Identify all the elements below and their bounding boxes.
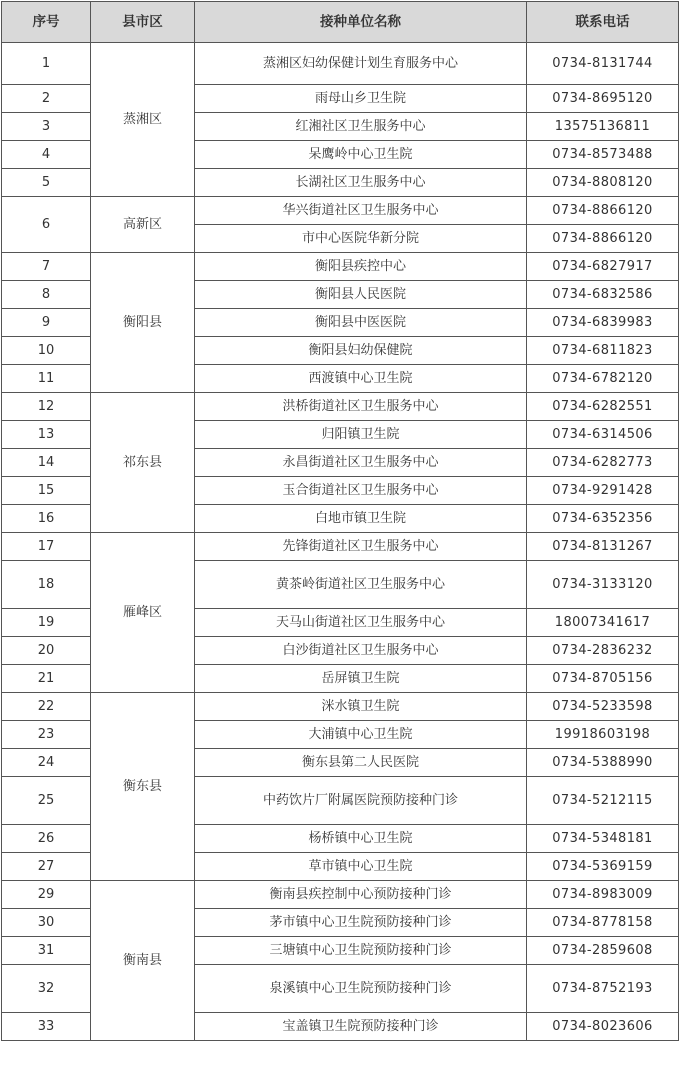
phone-number: 0734-8808120 [527, 169, 679, 197]
district-cell: 雁峰区 [91, 533, 195, 693]
row-index: 23 [2, 721, 91, 749]
phone-number: 0734-5369159 [527, 853, 679, 881]
district-cell: 衡南县 [91, 881, 195, 1041]
unit-name: 衡阳县妇幼保健院 [195, 337, 527, 365]
district-cell: 蒸湘区 [91, 43, 195, 197]
phone-number: 0734-8866120 [527, 225, 679, 253]
phone-number: 18007341617 [527, 609, 679, 637]
row-index: 25 [2, 777, 91, 825]
unit-name: 归阳镇卫生院 [195, 421, 527, 449]
row-index: 24 [2, 749, 91, 777]
row-index: 26 [2, 825, 91, 853]
phone-number: 0734-8695120 [527, 85, 679, 113]
unit-name: 衡阳县人民医院 [195, 281, 527, 309]
row-index: 1 [2, 43, 91, 85]
row-index: 5 [2, 169, 91, 197]
unit-name: 衡东县第二人民医院 [195, 749, 527, 777]
district-cell: 衡阳县 [91, 253, 195, 393]
row-index: 13 [2, 421, 91, 449]
phone-number: 0734-2859608 [527, 937, 679, 965]
phone-number: 0734-8983009 [527, 881, 679, 909]
row-index: 11 [2, 365, 91, 393]
unit-name: 宝盖镇卫生院预防接种门诊 [195, 1013, 527, 1041]
header-district: 县市区 [91, 2, 195, 43]
phone-number: 0734-8778158 [527, 909, 679, 937]
phone-number: 0734-5388990 [527, 749, 679, 777]
table-row [2, 197, 679, 225]
phone-number: 0734-5212115 [527, 777, 679, 825]
unit-name: 呆鹰岭中心卫生院 [195, 141, 527, 169]
unit-name: 泉溪镇中心卫生院预防接种门诊 [195, 965, 527, 1013]
table-row [2, 393, 679, 421]
row-index: 20 [2, 637, 91, 665]
unit-name: 大浦镇中心卫生院 [195, 721, 527, 749]
phone-number: 0734-6827917 [527, 253, 679, 281]
row-index: 17 [2, 533, 91, 561]
unit-name: 玉合街道社区卫生服务中心 [195, 477, 527, 505]
row-index: 6 [2, 197, 91, 253]
phone-number: 0734-8131744 [527, 43, 679, 85]
table-row [2, 533, 679, 561]
unit-name: 洪桥街道社区卫生服务中心 [195, 393, 527, 421]
phone-number: 0734-8573488 [527, 141, 679, 169]
phone-number: 19918603198 [527, 721, 679, 749]
unit-name: 白地市镇卫生院 [195, 505, 527, 533]
phone-number: 0734-6282773 [527, 449, 679, 477]
row-index: 32 [2, 965, 91, 1013]
phone-number: 0734-6811823 [527, 337, 679, 365]
unit-name: 洣水镇卫生院 [195, 693, 527, 721]
district-cell: 衡东县 [91, 693, 195, 881]
table-row [2, 693, 679, 721]
row-index: 30 [2, 909, 91, 937]
phone-number: 0734-6352356 [527, 505, 679, 533]
phone-number: 0734-8023606 [527, 1013, 679, 1041]
unit-name: 蒸湘区妇幼保健计划生育服务中心 [195, 43, 527, 85]
row-index: 10 [2, 337, 91, 365]
unit-name: 白沙街道社区卫生服务中心 [195, 637, 527, 665]
unit-name: 雨母山乡卫生院 [195, 85, 527, 113]
row-index: 27 [2, 853, 91, 881]
row-index: 16 [2, 505, 91, 533]
phone-number: 0734-6314506 [527, 421, 679, 449]
unit-name: 中药饮片厂附属医院预防接种门诊 [195, 777, 527, 825]
unit-name: 衡阳县中医医院 [195, 309, 527, 337]
row-index: 3 [2, 113, 91, 141]
table-body [2, 43, 679, 1041]
phone-number: 0734-6832586 [527, 281, 679, 309]
phone-number: 0734-8752193 [527, 965, 679, 1013]
district-cell: 祁东县 [91, 393, 195, 533]
phone-number: 13575136811 [527, 113, 679, 141]
header-phone: 联系电话 [527, 2, 679, 43]
unit-name: 岳屏镇卫生院 [195, 665, 527, 693]
row-index: 21 [2, 665, 91, 693]
phone-number: 0734-8705156 [527, 665, 679, 693]
unit-name: 长湖社区卫生服务中心 [195, 169, 527, 197]
row-index: 22 [2, 693, 91, 721]
unit-name: 天马山街道社区卫生服务中心 [195, 609, 527, 637]
phone-number: 0734-5233598 [527, 693, 679, 721]
table-row [2, 43, 679, 85]
row-index: 14 [2, 449, 91, 477]
vaccination-units-table [1, 1, 679, 1041]
row-index: 4 [2, 141, 91, 169]
phone-number: 0734-3133120 [527, 561, 679, 609]
header-unit: 接种单位名称 [195, 2, 527, 43]
row-index: 8 [2, 281, 91, 309]
unit-name: 华兴街道社区卫生服务中心 [195, 197, 527, 225]
header-row [2, 2, 679, 43]
unit-name: 衡阳县疾控中心 [195, 253, 527, 281]
row-index: 12 [2, 393, 91, 421]
row-index: 2 [2, 85, 91, 113]
row-index: 29 [2, 881, 91, 909]
row-index: 7 [2, 253, 91, 281]
phone-number: 0734-6839983 [527, 309, 679, 337]
phone-number: 0734-9291428 [527, 477, 679, 505]
phone-number: 0734-6782120 [527, 365, 679, 393]
phone-number: 0734-5348181 [527, 825, 679, 853]
unit-name: 西渡镇中心卫生院 [195, 365, 527, 393]
unit-name: 衡南县疾控制中心预防接种门诊 [195, 881, 527, 909]
phone-number: 0734-8866120 [527, 197, 679, 225]
unit-name: 红湘社区卫生服务中心 [195, 113, 527, 141]
unit-name: 三塘镇中心卫生院预防接种门诊 [195, 937, 527, 965]
row-index: 33 [2, 1013, 91, 1041]
unit-name: 杨桥镇中心卫生院 [195, 825, 527, 853]
unit-name: 茅市镇中心卫生院预防接种门诊 [195, 909, 527, 937]
unit-name: 永昌街道社区卫生服务中心 [195, 449, 527, 477]
unit-name: 草市镇中心卫生院 [195, 853, 527, 881]
unit-name: 市中心医院华新分院 [195, 225, 527, 253]
row-index: 31 [2, 937, 91, 965]
row-index: 9 [2, 309, 91, 337]
phone-number: 0734-6282551 [527, 393, 679, 421]
district-cell: 高新区 [91, 197, 195, 253]
unit-name: 黄茶岭街道社区卫生服务中心 [195, 561, 527, 609]
header-index: 序号 [2, 2, 91, 43]
phone-number: 0734-8131267 [527, 533, 679, 561]
row-index: 15 [2, 477, 91, 505]
table-row [2, 253, 679, 281]
row-index: 18 [2, 561, 91, 609]
row-index: 19 [2, 609, 91, 637]
table-row [2, 881, 679, 909]
phone-number: 0734-2836232 [527, 637, 679, 665]
unit-name: 先锋街道社区卫生服务中心 [195, 533, 527, 561]
